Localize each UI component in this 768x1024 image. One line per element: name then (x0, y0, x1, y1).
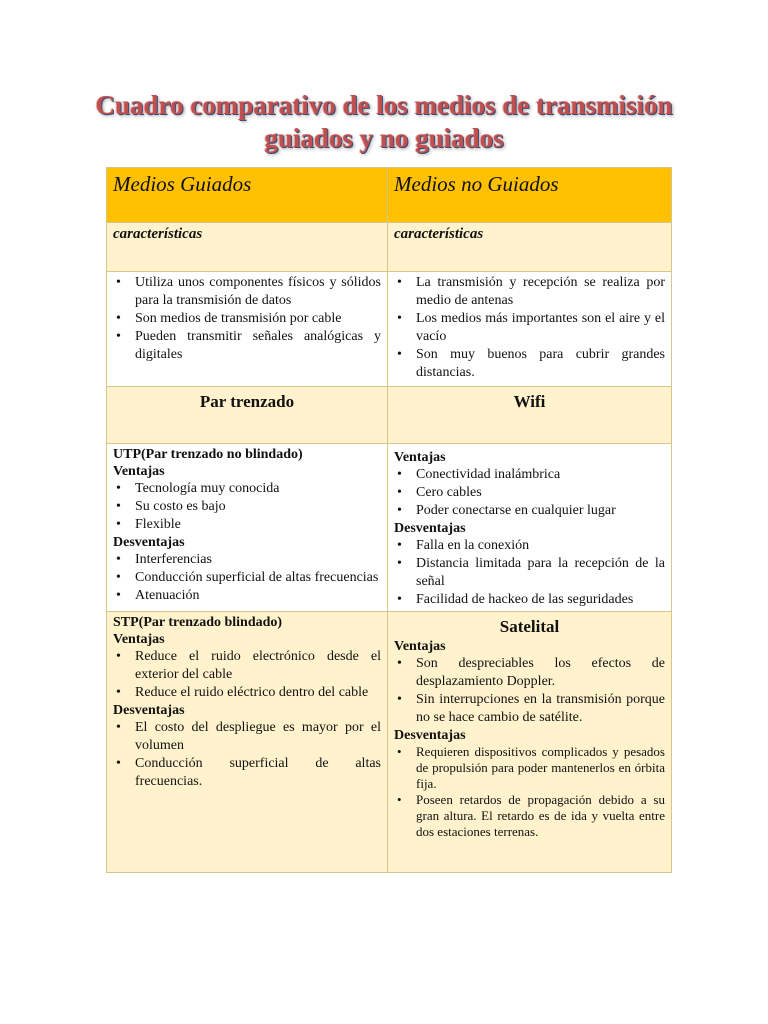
list-item: • Tecnología muy conocida (135, 480, 381, 498)
wifi-adv-label: Ventajas (394, 450, 446, 465)
satelital-dis-label: Desventajas (394, 728, 466, 743)
list-item: • Poseen retardos de propagación debido a su gran altura. El retardo es de ida y vuelta entre dos estaciones terrenas. (416, 792, 665, 840)
list-item: • Cero cables (416, 484, 665, 502)
document-title (0, 89, 768, 155)
list-item: • El costo del despliegue es mayor por el volumen (135, 719, 381, 755)
list-item: • Utiliza unos componentes físicos y sólidos para la transmisión de datos (135, 274, 381, 310)
satelital-adv-label: Ventajas (394, 639, 446, 654)
utp-wifi-row (107, 444, 672, 612)
list-item: • Distancia limitada para la recepción de la señal (416, 555, 665, 591)
subheader-guided: características (107, 223, 388, 272)
unguided-characteristics (388, 272, 672, 387)
header-guided: Medios Guiados (107, 168, 388, 223)
header-row (107, 168, 672, 223)
comparison-table (106, 167, 672, 873)
header-unguided: Medios no Guiados (388, 168, 672, 223)
list-item: • Requieren dispositivos complicados y pesados de propulsión para poder mantenerlos en órbita fija. (416, 744, 665, 792)
list-item: • Pueden transmitir señales analógicas y digitales (135, 328, 381, 364)
list-item: • Poder conectarse en cualquier lugar (416, 502, 665, 520)
list-item: • Los medios más importantes son el aire y el vacío (416, 310, 665, 346)
stp-adv-label: Ventajas (113, 632, 165, 647)
list-item: • Conducción superficial de altas frecuencias. (135, 755, 381, 791)
section-wifi: Wifi (388, 387, 672, 444)
utp-dis-label: Desventajas (113, 535, 185, 550)
list-item: • Son muy buenos para cubrir grandes distancias. (416, 346, 665, 382)
stp-satelital-row (107, 612, 672, 873)
list-item: • Conducción superficial de altas frecuencias (135, 569, 381, 587)
subheader-unguided: características (388, 223, 672, 272)
list-item: • Interferencias (135, 551, 381, 569)
characteristics-row (107, 272, 672, 387)
wifi-cell (388, 444, 672, 612)
list-item: • Son medios de transmisión por cable (135, 310, 381, 328)
utp-title: UTP(Par trenzado no blindado) (113, 447, 303, 462)
list-item: • Flexible (135, 516, 381, 534)
list-item: • Reduce el ruido electrónico desde el exterior del cable (135, 648, 381, 684)
list-item: • La transmisión y recepción se realiza por medio de antenas (416, 274, 665, 310)
list-item: • Son despreciables los efectos de desplazamiento Doppler. (416, 655, 665, 691)
list-item: • Facilidad de hackeo de las seguridades (416, 591, 665, 609)
wifi-dis-label: Desventajas (394, 521, 466, 536)
subheader-row (107, 223, 672, 272)
satelital-cell (388, 612, 672, 873)
list-item: • Reduce el ruido eléctrico dentro del cable (135, 684, 381, 702)
guided-characteristics (107, 272, 388, 387)
list-item: • Conectividad inalámbrica (416, 466, 665, 484)
list-item: • Atenuación (135, 587, 381, 605)
list-item: • Falla en la conexión (416, 537, 665, 555)
stp-title: STP(Par trenzado blindado) (113, 615, 283, 630)
stp-cell (107, 612, 388, 873)
section-par-trenzado: Par trenzado (107, 387, 388, 444)
list-item: • Su costo es bajo (135, 498, 381, 516)
utp-cell (107, 444, 388, 612)
utp-adv-label: Ventajas (113, 464, 165, 479)
section-row-1 (107, 387, 672, 444)
title-line-1: Cuadro comparativo de los medios de transmisión (95, 90, 673, 120)
title-line-2: guiados y no guiados (264, 123, 504, 153)
list-item: • Sin interrupciones en la transmisión porque no se hace cambio de satélite. (416, 691, 665, 727)
stp-dis-label: Desventajas (113, 703, 185, 718)
satelital-title: Satelital (499, 617, 560, 636)
